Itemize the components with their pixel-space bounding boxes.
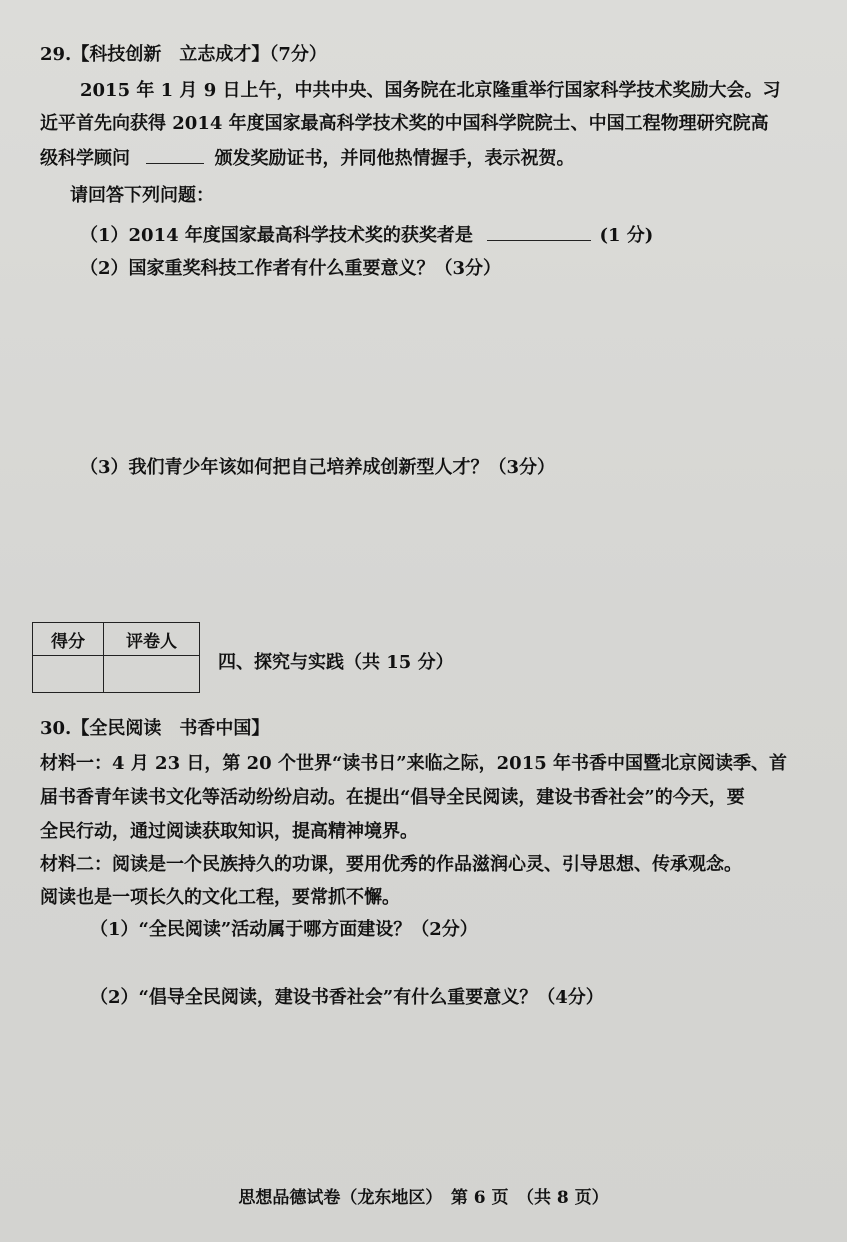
q29-paragraph-line-2: 近平首先向获得 2014 年度国家最高科学技术奖的中国科学院院士、中国工程物理研究院高	[40, 113, 769, 134]
q29-answer-blank-2[interactable]	[487, 222, 591, 241]
q29-title: 29.【科技创新 立志成才】（7分）	[40, 44, 327, 65]
q30-subquestion-1: （1）“全民阅读”活动属于哪方面建设？（2分）	[90, 919, 478, 940]
q29-paragraph-line-3-end: 颁发奖励证书，并同他热情握手，表示祝贺。	[214, 148, 575, 169]
q30-material-1-line-1: 材料一：4 月 23 日，第 20 个世界“读书日”来临之际，2015 年书香中国暨北京阅读季、首	[40, 753, 788, 774]
q29-subquestion-2: （2）国家重奖科技工作者有什么重要意义？（3分）	[80, 258, 502, 279]
score-box-grader-label: 评卷人	[104, 623, 200, 656]
q29-paragraph-line-3	[40, 145, 575, 171]
score-box-grader-cell[interactable]	[104, 656, 200, 693]
section-4-title: 四、探究与实践（共 15 分）	[218, 652, 454, 673]
q30-title: 30.【全民阅读 书香中国】	[40, 718, 270, 739]
page-footer: 思想品德试卷（龙东地区） 第 6 页 （共 8 页）	[238, 1188, 609, 1208]
q30-subquestion-2: （2）“倡导全民阅读，建设书香社会”有什么重要意义？（4分）	[90, 987, 604, 1008]
score-box-score-cell[interactable]	[33, 656, 104, 693]
q29-prompt: 请回答下列问题：	[70, 185, 214, 206]
q29-subquestion-1-score: (1 分)	[599, 225, 654, 246]
score-box-score-label: 得分	[33, 623, 104, 656]
q29-subquestion-1	[80, 222, 653, 248]
q30-material-1-line-3: 全民行动，通过阅读获取知识，提高精神境界。	[40, 821, 418, 842]
q30-material-2-line-2: 阅读也是一项长久的文化工程，要常抓不懈。	[40, 887, 400, 908]
q29-paragraph-line-3-start: 级科学顾问	[40, 148, 130, 169]
q30-material-2-line-1: 材料二：阅读是一个民族持久的功课，要用优秀的作品滋润心灵、引导思想、传承观念。	[40, 854, 742, 875]
q29-answer-blank-1[interactable]	[146, 145, 204, 164]
q30-material-1-line-2: 届书香青年读书文化等活动纷纷启动。在提出“倡导全民阅读，建设书香社会”的今天，要	[40, 787, 745, 808]
q29-paragraph-line-1: 2015 年 1 月 9 日上午，中共中央、国务院在北京隆重举行国家科学技术奖励大会。习	[80, 80, 781, 101]
q29-subquestion-3: （3）我们青少年该如何把自己培养成创新型人才？（3分）	[80, 457, 556, 478]
score-box	[32, 622, 200, 693]
q29-subquestion-1-text: （1）2014 年度国家最高科学技术奖的获奖者是	[80, 225, 473, 246]
